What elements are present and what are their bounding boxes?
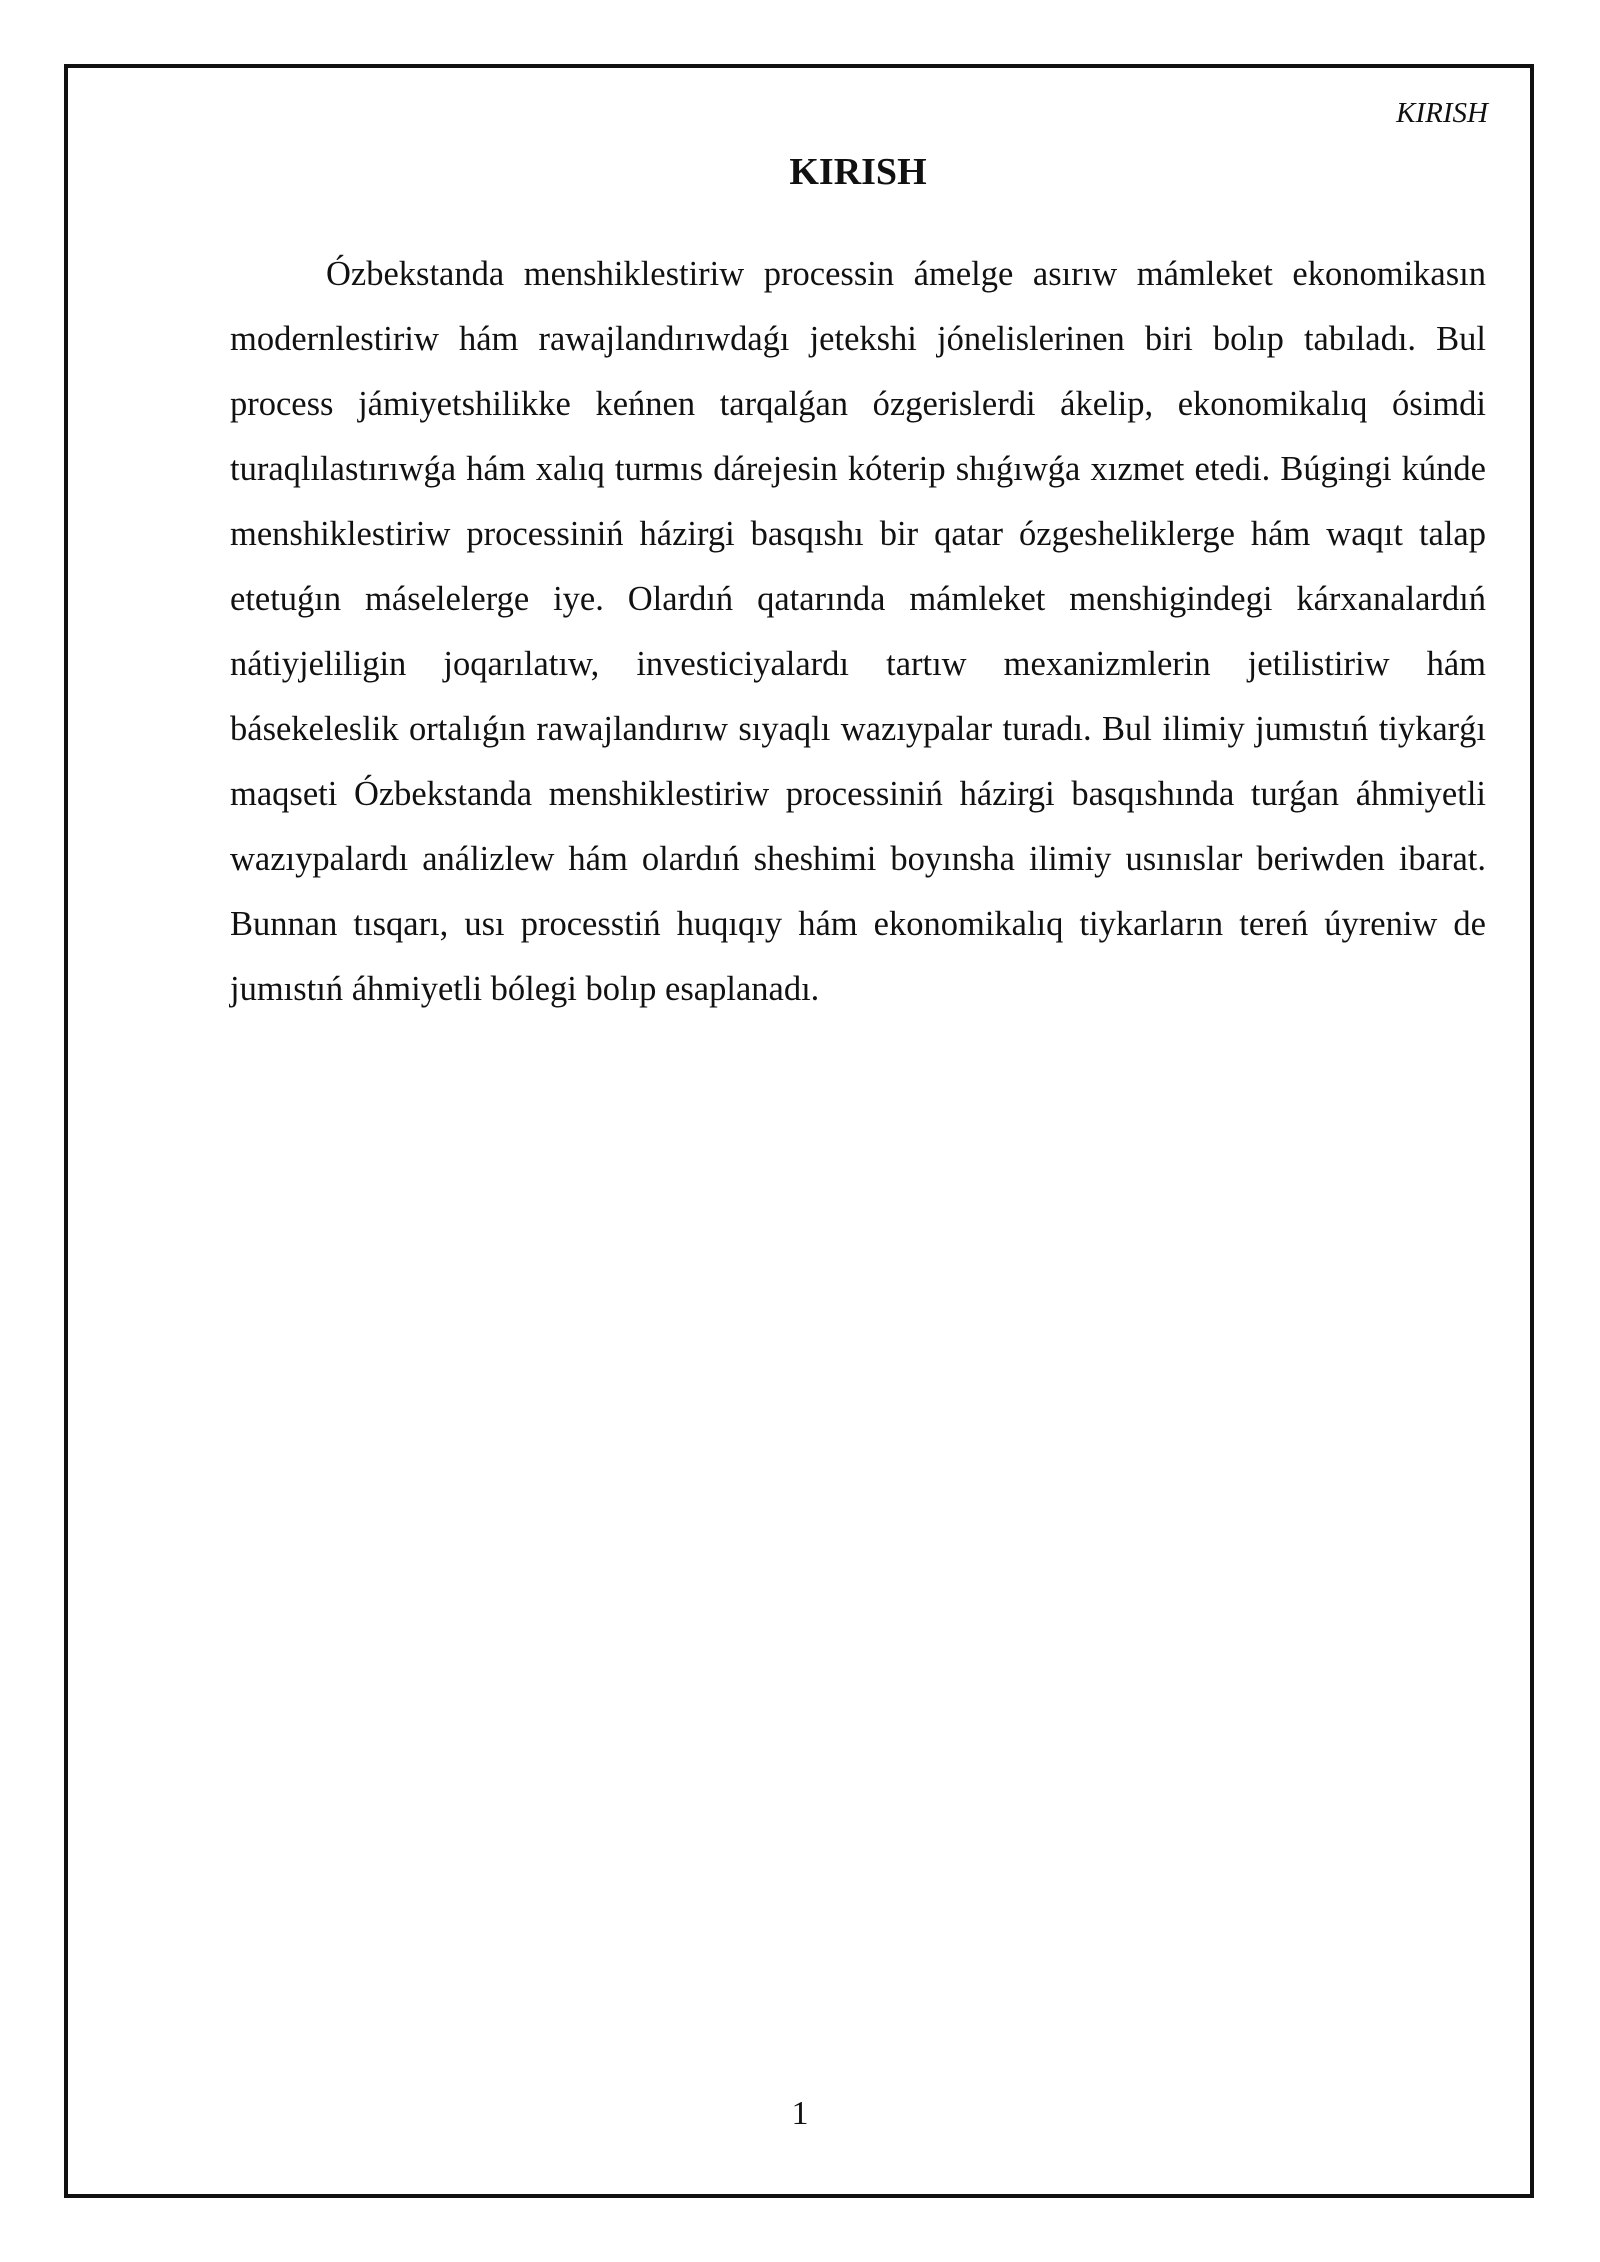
page-title: KIRISH xyxy=(789,151,927,193)
running-header: KIRISH xyxy=(1396,97,1488,129)
page-number: 1 xyxy=(791,2095,809,2132)
body-paragraph: Ózbekstanda menshiklestiriw processin ámelge asırıw mámleket ekonomikasın modernlestiriw hám rawajlandırıwdaǵı jetekshi jónelislerinen biri bolıp tabıladı. Bul process jámiyetshilikke keńnen tarqalǵan ózgerislerdi ákelip, ekonomikalıq ósimdi turaqlılastırıwǵa hám xalıq turmıs dárejesin kóterip shıǵıwǵa xızmet etedi. Búgingi kúnde menshiklestiriw processiniń házirgi basqıshı bir qatar ózgesheliklerge hám waqıt talap etetuǵın máselelerge iye. Olardıń qatarında mámleket menshigindegi kárxanalardıń nátiyjeliligin joqarılatıw, investiciyalardı tartıw mexanizmlerin jetilistiriw hám básekeleslik ortalıǵın rawajlandırıw sıyaqlı wazıypalar turadı. Bul ilimiy jumıstıń tiykarǵı maqseti Ózbekstanda menshiklestiriw processiniń házirgi basqıshında turǵan áhmiyetli wazıypalardı análizlew hám olardıń sheshimi boyınsha ilimiy usınıslar beriwden ibarat. Bunnan tısqarı, usı processtiń huqıqıy hám ekonomikalıq tiykarların tereń úyreniw de jumıstıń áhmiyetli bólegi bolıp esaplanadı. xyxy=(230,255,1486,1008)
